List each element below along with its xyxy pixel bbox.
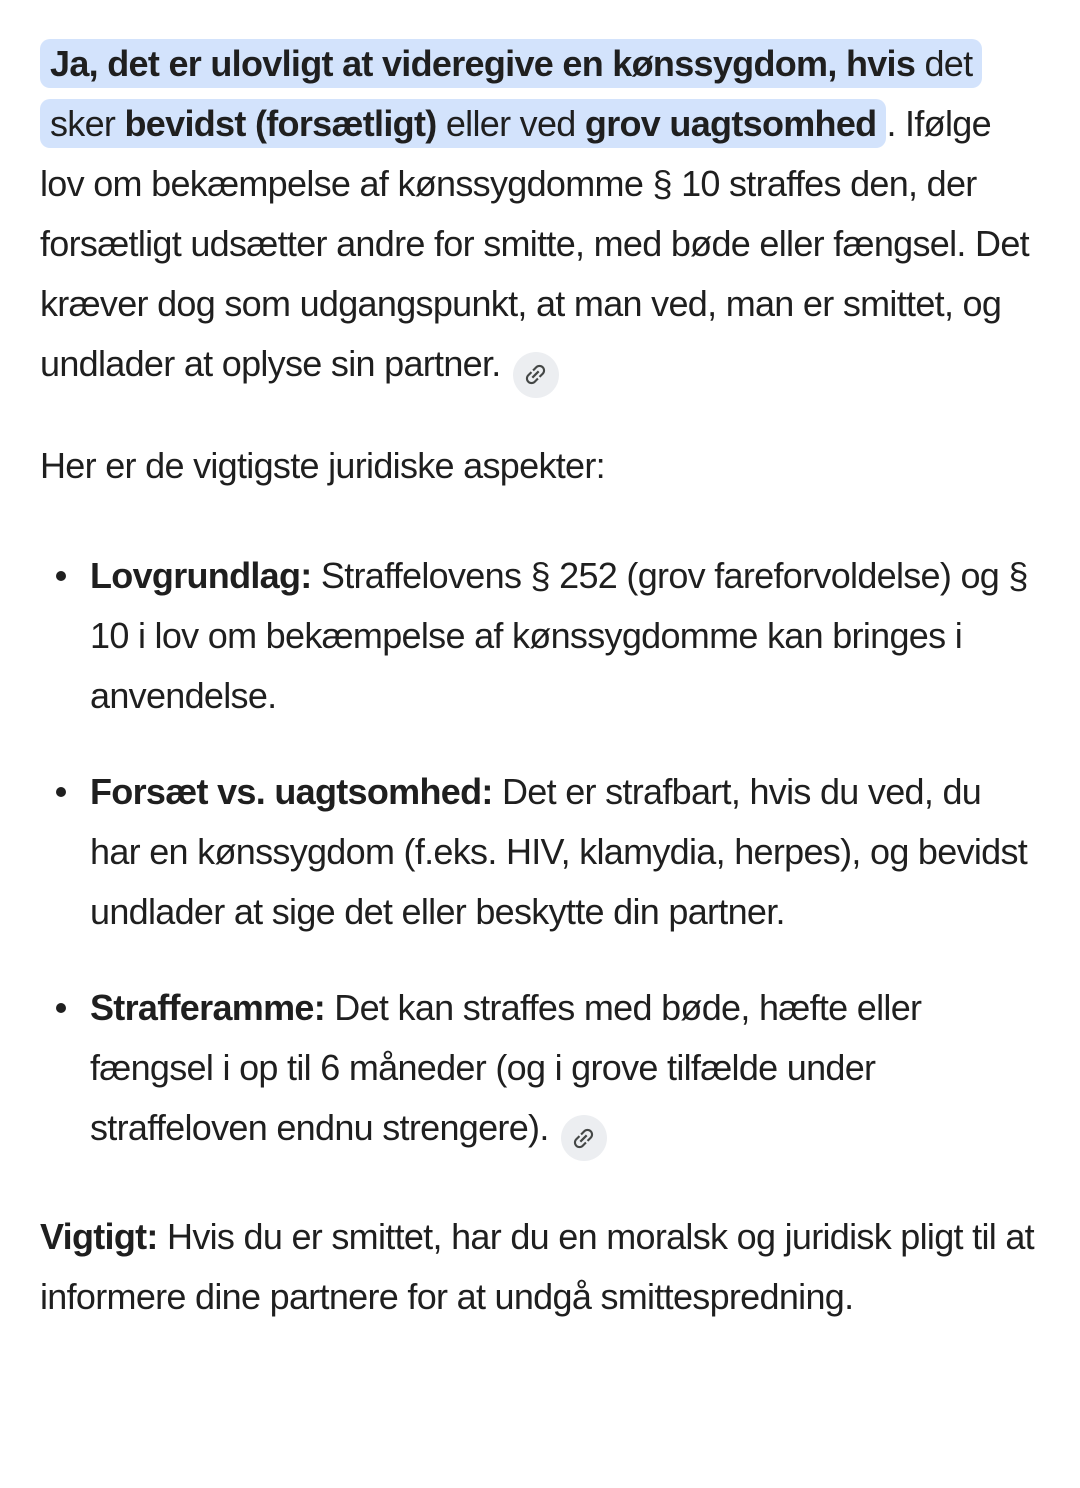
section-intro: Her er de vigtigste juridiske aspekter: <box>40 444 605 486</box>
bold-text: Ja, det er ulovligt at videregive en kønssygdom, hvis <box>50 43 916 84</box>
list-item <box>40 978 1040 1162</box>
bold-text: Strafferamme: <box>90 986 325 1028</box>
bullet-dot <box>56 787 66 797</box>
bullet-dot <box>56 1003 66 1013</box>
text-run: Straffelovens § 252 (grov fareforvoldelse) og § 10 i lov om bekæmpelse af kønssygdomme kan bringes i anvendelse. <box>90 554 1028 716</box>
list-item-text <box>90 987 921 1148</box>
answer-paragraph <box>40 34 1040 398</box>
list-item-text <box>90 771 1027 932</box>
citation-chip[interactable] <box>561 1115 607 1161</box>
highlighted-text <box>40 39 982 148</box>
bold-text: Forsæt vs. uagtsomhed: <box>90 770 493 812</box>
important-note <box>40 1207 1040 1327</box>
text-run: det sker <box>50 43 973 144</box>
bold-text: grov uagtsomhed <box>584 103 877 144</box>
citation-chip[interactable] <box>513 352 559 398</box>
bullet-dot <box>56 571 66 581</box>
paragraph-text: . Ifølge lov om bekæmpelse af kønssygdomme § 10 straffes den, der forsætligt udsætter andre for smitte, med bøde eller fængsel. Det kræver dog som udgangspunkt, at man ved, man er smittet, og undlader at oplyse sin partner. <box>40 103 1029 384</box>
bold-text: bevidst (forsætligt) <box>124 103 437 144</box>
list-item-text <box>90 555 1028 716</box>
link-icon <box>517 355 555 393</box>
link-icon <box>565 1119 603 1157</box>
text-run: Det er strafbart, hvis du ved, du har en kønssygdom (f.eks. HIV, klamydia, herpes), og bevidst undlader at sige det eller beskytte din partner. <box>90 770 1028 932</box>
bold-text: Lovgrundlag: <box>90 554 312 596</box>
text-run: Det kan straffes med bøde, hæfte eller fængsel i op til 6 måneder (og i grove tilfælde under straffeloven endnu strengere). <box>90 986 922 1148</box>
text-run: Hvis du er smittet, har du en moralsk og juridisk pligt til at informere dine partnere for at undgå smittespredning. <box>40 1216 1034 1317</box>
bold-text: Vigtigt: <box>40 1216 158 1257</box>
text-run: eller ved <box>436 103 585 144</box>
list-item <box>40 546 1040 726</box>
legal-aspects-list <box>40 546 1040 1162</box>
list-item <box>40 762 1040 942</box>
